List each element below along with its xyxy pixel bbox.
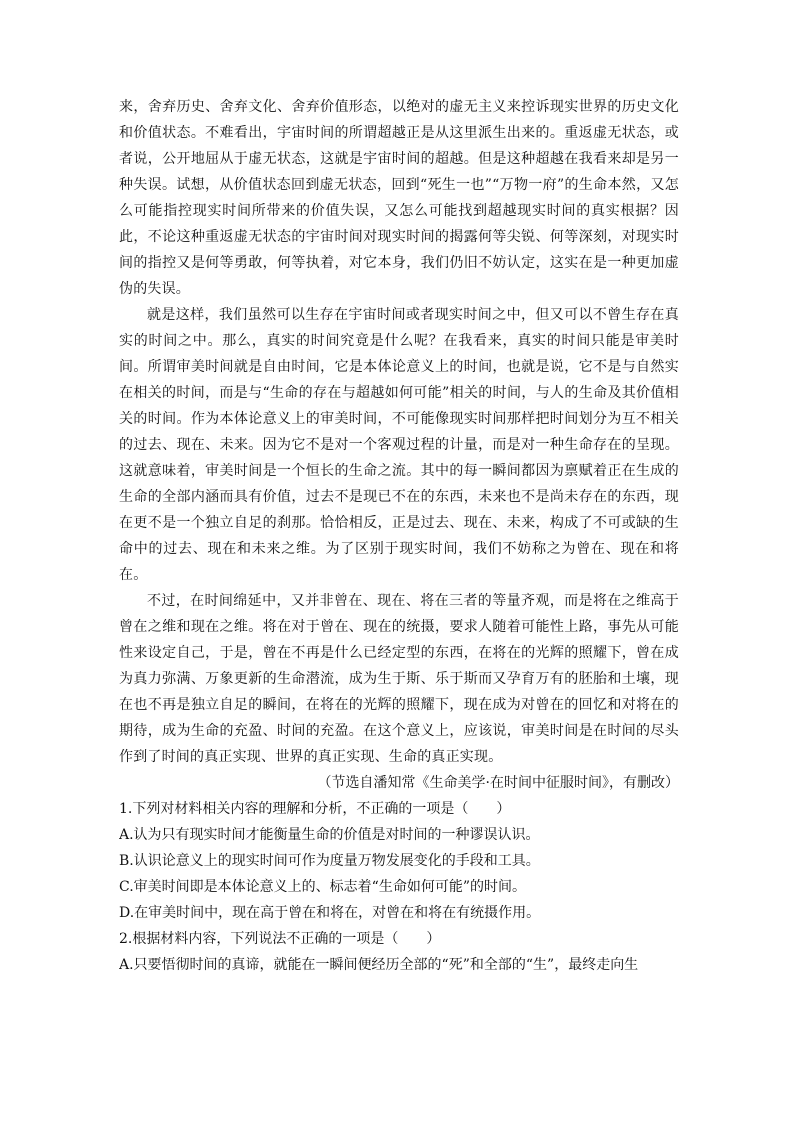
document-page <box>119 94 679 978</box>
question-stem: 1.下列对材料相关内容的理解和分析，不正确的一项是（ ） <box>119 801 511 817</box>
question-1 <box>119 796 679 926</box>
question-option: D.在审美时间中，现在高于曾在和将在，对曾在和将在有统摄作用。 <box>119 905 541 921</box>
passage-paragraph-2: 就是这样，我们虽然可以生存在宇宙时间或者现实时间之中，但又可以不曾生存在真实的时间之中。那么，真实的时间究竟是什么呢？在我看来，真实的时间只能是审美时间。所谓审美时间就是自由时间，它是本体论意义上的时间，也就是说，它不是与自然实在相关的时间，而是与“生命的存在与超越如何可能”相关的时间，与人的生命及其价值相关的时间。作为本体论意义上的审美时间，不可能像现实时间那样把时间划分为互不相关的过去、现在、未来。因为它不是对一个客观过程的计量，而是对一种生命存在的呈现。这就意味着，审美时间是一个恒长的生命之流。其中的每一瞬间都因为禀赋着正在生成的生命的全部内涵而具有价值，过去不是现已不在的东西，未来也不是尚未存在的东西，现在更不是一个独立自足的刹那。恰恰相反，正是过去、现在、未来，构成了不可或缺的生命中的过去、现在和未来之维。为了区别于现实时间，我们不妨称之为曾在、现在和将在。 <box>119 307 679 583</box>
question-stem: 2.根据材料内容，下列说法不正确的一项是（ ） <box>119 931 441 947</box>
passage-paragraph-1: 来，舍弃历史、舍弃文化、舍弃价值形态，以绝对的虚无主义来控诉现实世界的历史文化和价值状态。不难看出，宇宙时间的所谓超越正是从这里派生出来的。重返虚无状态，或者说，公开地屈从于虚无状态，这就是宇宙时间的超越。但是这种超越在我看来却是另一种失误。试想，从价值状态回到虚无状态，回到“死生一也”“万物一府”的生命本然，又怎么可能指控现实时间所带来的价值失误，又怎么可能找到超越现实时间的真实根据？因此，不论这种重返虚无状态的宇宙时间对现实时间的揭露何等尖锐、何等深刻，对现实时间的指控又是何等勇敢，何等执着，对它本身，我们仍旧不妨认定，这实在是一种更加虚伪的失误。 <box>119 99 679 297</box>
question-option: C.审美时间即是本体论意义上的、标志着“生命如何可能”的时间。 <box>119 879 526 895</box>
question-option: A.认为只有现实时间才能衡量生命的价值是对时间的一种谬误认识。 <box>119 827 540 843</box>
passage-paragraph-3: 不过，在时间绵延中，又并非曾在、现在、将在三者的等量齐观，而是将在之维高于曾在之维和现在之维。将在对于曾在、现在的统摄，要求人随着可能性上路，事先从可能性来设定自己，于是，曾在不再是什么已经定型的东西，在将在的光辉的照耀下，曾在成为真力弥满、万象更新的生命潜流，成为生于斯、乐于斯而又孕育万有的胚胎和土壤，现在也不再是独立自足的瞬间，在将在的光辉的照耀下，现在成为对曾在的回忆和对将在的期待，成为生命的充盈、时间的充盈。在这个意义上，应该说，审美时间是在时间的尽头作到了时间的真正实现、世界的真正实现、生命的真正实现。 <box>119 593 679 765</box>
question-2 <box>119 926 679 978</box>
passage-source: （节选自潘知常《生命美学·在时间中征服时间》，有删改） <box>317 775 679 791</box>
question-option: B.认识论意义上的现实时间可作为度量万物发展变化的手段和工具。 <box>119 853 540 869</box>
question-option: A.只要悟彻时间的真谛，就能在一瞬间便经历全部的“死”和全部的“生”，最终走向生 <box>119 957 639 973</box>
